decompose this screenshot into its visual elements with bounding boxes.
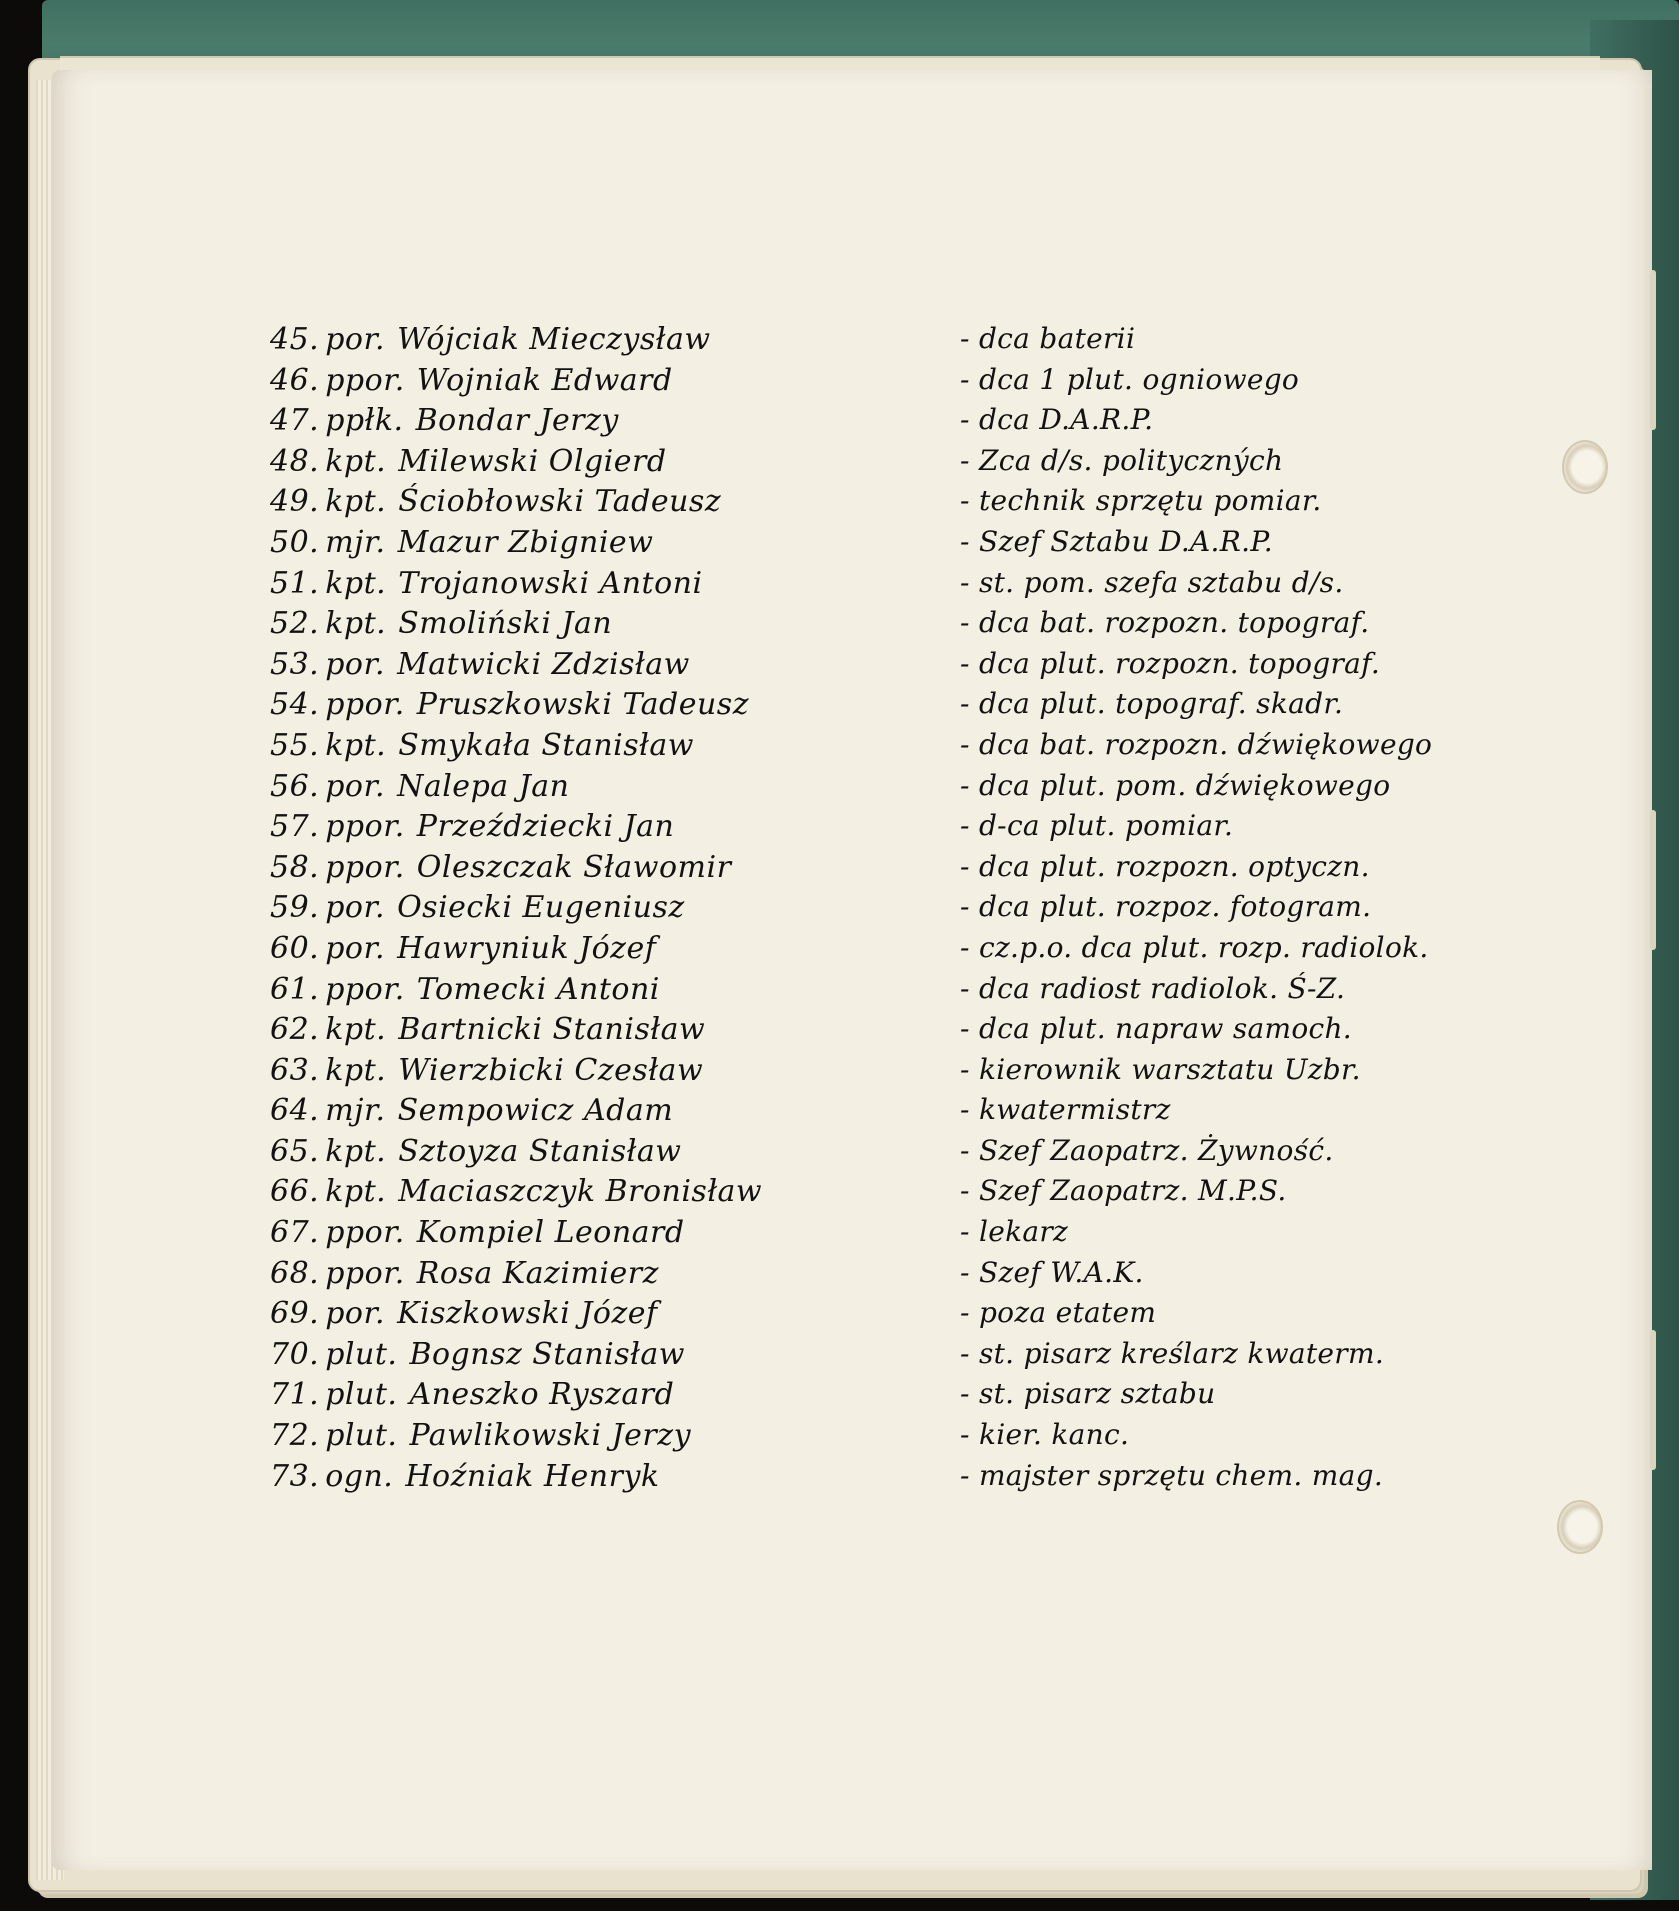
entry-name: Milewski Olgierd bbox=[398, 443, 667, 479]
entry-role: - dca bat. rozpozn. dźwiękowego bbox=[960, 727, 1433, 761]
entry-number: 45. bbox=[270, 322, 320, 357]
entry-role: - dca bat. rozpozn. topograf. bbox=[960, 606, 1370, 640]
entry-name: Wojniak Edward bbox=[416, 362, 673, 398]
entry-number: 47. bbox=[270, 403, 320, 439]
person-entry bbox=[270, 525, 653, 560]
entry-name: Rosa Kazimierz bbox=[416, 1255, 659, 1291]
entry-role: - Szef Zaopatrz. Żywność. bbox=[960, 1133, 1334, 1167]
entry-number: 46. bbox=[270, 362, 320, 398]
person-entry bbox=[270, 769, 569, 804]
roster-row bbox=[270, 728, 1490, 769]
person-entry bbox=[270, 850, 731, 885]
person-entry bbox=[270, 1256, 659, 1291]
entry-name: Smykała Stanisław bbox=[398, 727, 694, 763]
entry-number: 48. bbox=[270, 443, 320, 479]
person-entry bbox=[270, 1418, 691, 1453]
roster-row bbox=[270, 769, 1490, 810]
entry-role: - dca radiost radiolok. Ś-Z. bbox=[960, 971, 1346, 1005]
entry-role: - dca plut. rozpozn. optyczn. bbox=[960, 849, 1370, 883]
entry-role: - dca plut. topograf. skadr. bbox=[960, 687, 1344, 721]
entry-role: - lekarz bbox=[960, 1215, 1069, 1249]
roster-row bbox=[270, 444, 1490, 485]
entry-role: - d-ca plut. pomiar. bbox=[960, 809, 1234, 843]
punch-hole-bottom bbox=[1557, 1500, 1603, 1554]
entry-name: Tomecki Antoni bbox=[416, 971, 660, 1007]
entry-name: Kiszkowski Józef bbox=[397, 1296, 658, 1332]
roster-row bbox=[270, 525, 1490, 566]
person-entry bbox=[270, 1093, 673, 1128]
entry-rank: plut. bbox=[325, 1377, 398, 1413]
entry-name: Hoźniak Henryk bbox=[405, 1458, 660, 1494]
entry-role: - kier. kanc. bbox=[960, 1418, 1130, 1452]
person-entry bbox=[270, 1459, 660, 1494]
entry-number: 57. bbox=[270, 809, 320, 845]
entry-rank: kpt. bbox=[325, 484, 387, 520]
person-entry bbox=[270, 1337, 685, 1372]
entry-rank: ppor. bbox=[325, 687, 405, 723]
roster-row bbox=[270, 606, 1490, 647]
person-entry bbox=[270, 1012, 705, 1047]
roster-row bbox=[270, 1377, 1490, 1418]
entry-rank: kpt. bbox=[325, 606, 387, 642]
roster-row bbox=[270, 931, 1490, 972]
entry-number: 67. bbox=[270, 1215, 320, 1251]
person-entry bbox=[270, 484, 721, 519]
entry-number: 72. bbox=[270, 1418, 320, 1454]
entry-role: - Szef W.A.K. bbox=[960, 1255, 1144, 1289]
entry-number: 52. bbox=[270, 606, 320, 642]
entry-role: - dca plut. rozpozn. topograf. bbox=[960, 646, 1381, 680]
entry-role: - Szef Sztabu D.A.R.P. bbox=[960, 524, 1273, 558]
roster-row bbox=[270, 1093, 1490, 1134]
entry-name: Wójciak Mieczysław bbox=[397, 322, 711, 357]
roster-row bbox=[270, 1053, 1490, 1094]
entry-name: Kompiel Leonard bbox=[416, 1215, 685, 1251]
person-entry bbox=[270, 1215, 685, 1250]
entry-name: Bondar Jerzy bbox=[415, 403, 619, 439]
entry-rank: kpt. bbox=[325, 565, 387, 601]
person-entry bbox=[270, 1377, 674, 1412]
roster-row bbox=[270, 566, 1490, 607]
roster-row bbox=[270, 972, 1490, 1013]
entry-number: 66. bbox=[270, 1174, 320, 1210]
roster-list bbox=[270, 322, 1490, 1499]
entry-rank: ppor. bbox=[325, 809, 405, 845]
person-entry bbox=[270, 1053, 703, 1088]
entry-rank: mjr. bbox=[325, 524, 386, 560]
entry-rank: ppor. bbox=[325, 1255, 405, 1291]
entry-number: 68. bbox=[270, 1255, 320, 1291]
entry-name: Bartnicki Stanisław bbox=[398, 1012, 706, 1048]
entry-name: Nalepa Jan bbox=[397, 768, 570, 804]
entry-number: 53. bbox=[270, 646, 320, 682]
entry-number: 73. bbox=[270, 1458, 320, 1494]
entry-role: - dca plut. rozpoz. fotogram. bbox=[960, 890, 1372, 924]
roster-row bbox=[270, 484, 1490, 525]
entry-number: 62. bbox=[270, 1012, 320, 1048]
spine-mark-2 bbox=[1650, 810, 1656, 950]
entry-number: 70. bbox=[270, 1336, 320, 1372]
person-entry bbox=[270, 728, 694, 763]
roster-row bbox=[270, 1215, 1490, 1256]
entry-number: 71. bbox=[270, 1377, 320, 1413]
entry-number: 60. bbox=[270, 930, 320, 966]
person-entry bbox=[270, 363, 673, 398]
entry-role: - st. pom. szefa sztabu d/s. bbox=[960, 565, 1344, 599]
entry-role: - cz.p.o. dca plut. rozp. radiolok. bbox=[960, 930, 1429, 964]
person-entry bbox=[270, 647, 690, 682]
entry-name: Sztoyza Stanisław bbox=[398, 1133, 682, 1169]
entry-rank: kpt. bbox=[325, 1012, 387, 1048]
entry-rank: ppor. bbox=[325, 362, 405, 398]
entry-rank: por. bbox=[325, 646, 386, 682]
entry-role: - st. pisarz sztabu bbox=[960, 1377, 1216, 1411]
entry-name: Smoliński Jan bbox=[398, 606, 613, 642]
entry-rank: por. bbox=[325, 930, 386, 966]
entry-role: - dca plut. napraw samoch. bbox=[960, 1012, 1353, 1046]
entry-number: 51. bbox=[270, 565, 320, 601]
entry-name: Przeździecki Jan bbox=[416, 809, 675, 845]
entry-name: Aneszko Ryszard bbox=[409, 1377, 675, 1413]
roster-row bbox=[270, 850, 1490, 891]
roster-row bbox=[270, 890, 1490, 931]
person-entry bbox=[270, 403, 619, 438]
entry-number: 54. bbox=[270, 687, 320, 723]
person-entry bbox=[270, 1296, 658, 1331]
entry-role: - kwatermistrz bbox=[960, 1093, 1171, 1127]
entry-role: - st. pisarz kreślarz kwaterm. bbox=[960, 1336, 1385, 1370]
roster-row bbox=[270, 1459, 1490, 1500]
person-entry bbox=[270, 687, 749, 722]
roster-row bbox=[270, 1256, 1490, 1297]
roster-row bbox=[270, 1174, 1490, 1215]
entry-number: 65. bbox=[270, 1133, 320, 1169]
entry-name: Mazur Zbigniew bbox=[397, 524, 654, 560]
entry-rank: ppor. bbox=[325, 849, 405, 885]
roster-row bbox=[270, 1418, 1490, 1459]
roster-row bbox=[270, 647, 1490, 688]
entry-number: 55. bbox=[270, 727, 320, 763]
entry-rank: por. bbox=[325, 1296, 386, 1332]
entry-role: - dca baterii bbox=[960, 322, 1136, 355]
entry-name: Oleszczak Sławomir bbox=[416, 849, 732, 885]
entry-role: - Szef Zaopatrz. M.P.S. bbox=[960, 1174, 1287, 1208]
person-entry bbox=[270, 444, 667, 479]
roster-row bbox=[270, 363, 1490, 404]
entry-number: 61. bbox=[270, 971, 320, 1007]
entry-role: - poza etatem bbox=[960, 1296, 1157, 1330]
entry-name: Wierzbicki Czesław bbox=[398, 1052, 704, 1088]
entry-name: Ściobłowski Tadeusz bbox=[398, 484, 722, 520]
person-entry bbox=[270, 566, 703, 601]
entry-number: 49. bbox=[270, 484, 320, 520]
entry-role: - dca D.A.R.P. bbox=[960, 403, 1154, 437]
roster-row bbox=[270, 1012, 1490, 1053]
entry-name: Hawryniuk Józef bbox=[397, 930, 657, 966]
person-entry bbox=[270, 322, 711, 357]
entry-rank: kpt. bbox=[325, 1174, 387, 1210]
roster-row bbox=[270, 322, 1490, 363]
entry-rank: ppor. bbox=[325, 971, 405, 1007]
entry-role: - Zca d/s. polityczných bbox=[960, 443, 1284, 477]
entry-number: 63. bbox=[270, 1052, 320, 1088]
roster-row bbox=[270, 1134, 1490, 1175]
entry-name: Pruszkowski Tadeusz bbox=[416, 687, 750, 723]
entry-name: Osiecki Eugeniusz bbox=[397, 890, 685, 926]
entry-role: - majster sprzętu chem. mag. bbox=[960, 1458, 1384, 1492]
entry-number: 64. bbox=[270, 1093, 320, 1129]
entry-rank: por. bbox=[325, 890, 386, 926]
entry-rank: por. bbox=[325, 322, 386, 357]
spine-mark-3 bbox=[1650, 1330, 1656, 1470]
person-entry bbox=[270, 606, 612, 641]
entry-rank: kpt. bbox=[325, 1052, 387, 1088]
entry-name: Pawlikowski Jerzy bbox=[409, 1418, 692, 1454]
person-entry bbox=[270, 809, 674, 844]
roster-row bbox=[270, 809, 1490, 850]
entry-name: Trojanowski Antoni bbox=[398, 565, 703, 601]
spine-mark-1 bbox=[1650, 270, 1656, 430]
entry-rank: mjr. bbox=[325, 1093, 386, 1129]
entry-number: 59. bbox=[270, 890, 320, 926]
person-entry bbox=[270, 1174, 762, 1209]
punch-hole-top bbox=[1562, 440, 1608, 494]
entry-number: 69. bbox=[270, 1296, 320, 1332]
entry-rank: ppor. bbox=[325, 1215, 405, 1251]
entry-role: - dca 1 plut. ogniowego bbox=[960, 362, 1300, 396]
entry-number: 58. bbox=[270, 849, 320, 885]
entry-name: Maciaszczyk Bronisław bbox=[398, 1174, 763, 1210]
entry-rank: ogn. bbox=[325, 1458, 394, 1494]
person-entry bbox=[270, 1134, 681, 1169]
entry-rank: ppłk. bbox=[325, 403, 404, 439]
entry-rank: kpt. bbox=[325, 727, 387, 763]
entry-number: 56. bbox=[270, 768, 320, 804]
entry-role: - dca plut. pom. dźwiękowego bbox=[960, 768, 1391, 802]
roster-row bbox=[270, 1296, 1490, 1337]
entry-rank: kpt. bbox=[325, 1133, 387, 1169]
entry-name: Matwicki Zdzisław bbox=[397, 646, 690, 682]
entry-name: Bognsz Stanisław bbox=[409, 1336, 685, 1372]
roster-row bbox=[270, 687, 1490, 728]
entry-number: 50. bbox=[270, 524, 320, 560]
person-entry bbox=[270, 890, 685, 925]
entry-role: - technik sprzętu pomiar. bbox=[960, 484, 1322, 518]
person-entry bbox=[270, 972, 660, 1007]
roster-row bbox=[270, 1337, 1490, 1378]
entry-role: - kierownik warsztatu Uzbr. bbox=[960, 1052, 1361, 1086]
entry-rank: kpt. bbox=[325, 443, 387, 479]
entry-name: Sempowicz Adam bbox=[397, 1093, 674, 1129]
entry-rank: plut. bbox=[325, 1418, 398, 1454]
roster-row bbox=[270, 403, 1490, 444]
entry-rank: plut. bbox=[325, 1336, 398, 1372]
person-entry bbox=[270, 931, 656, 966]
entry-rank: por. bbox=[325, 768, 386, 804]
